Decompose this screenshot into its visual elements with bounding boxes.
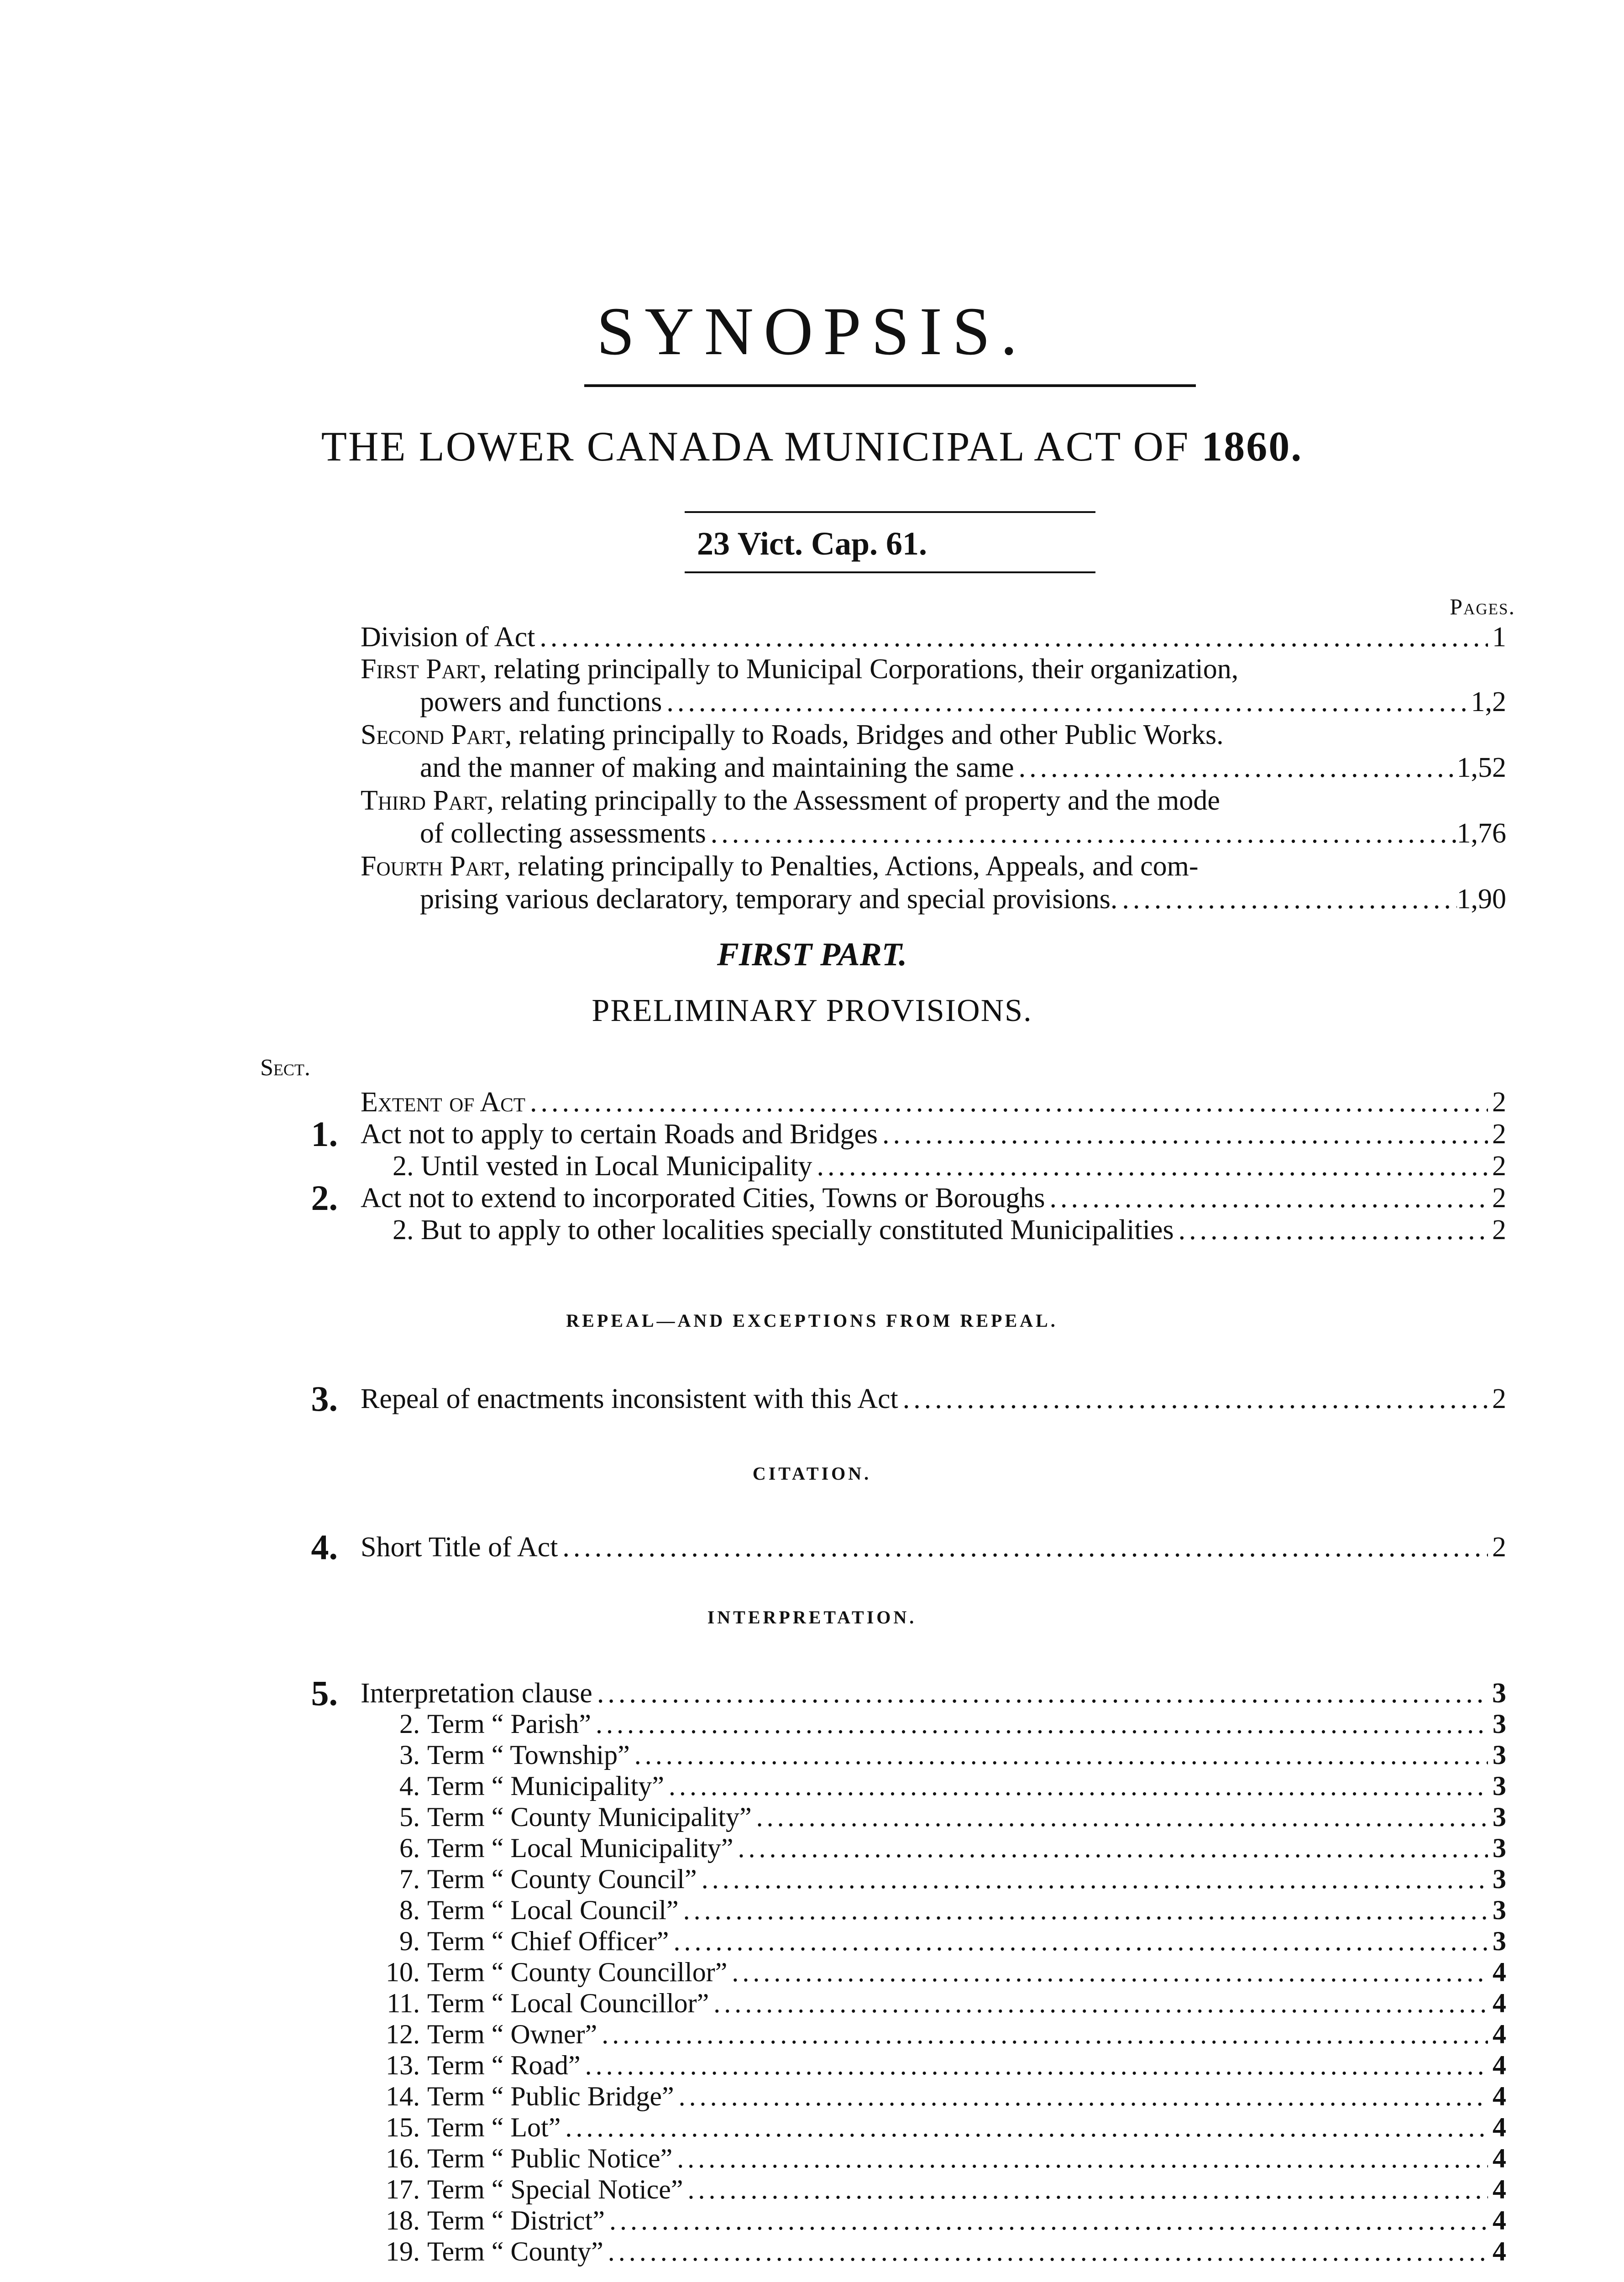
synopsis-text: relating principally to Roads, Bridges and other Public Works. bbox=[512, 719, 1224, 750]
page-number: 4 bbox=[1493, 1988, 1506, 2018]
page-number: 3 bbox=[1493, 1895, 1506, 1925]
term-row bbox=[365, 2019, 1506, 2050]
page-number: 2 bbox=[1492, 1383, 1506, 1414]
synopsis-text: relating principally to Penalties, Actions, Appeals, and com- bbox=[510, 851, 1199, 882]
term-number: 17. bbox=[386, 2174, 420, 2204]
term-text: Term “ Township” bbox=[427, 1740, 630, 1770]
page-number: 4 bbox=[1493, 1957, 1506, 1987]
synopsis-cont: and the manner of making and maintaining the same bbox=[420, 752, 1014, 783]
page-number: 2 bbox=[1492, 1214, 1506, 1246]
leader-dots bbox=[669, 1926, 1488, 1957]
page-number: 3 bbox=[1493, 1740, 1506, 1770]
leader-dots bbox=[1014, 751, 1457, 784]
section-text: Short Title of Act bbox=[361, 1532, 558, 1563]
part-label: Fourth Part, bbox=[361, 851, 511, 882]
synopsis-third-part bbox=[361, 784, 1511, 817]
leader-dots bbox=[630, 1739, 1488, 1771]
sect-column-label: Sect. bbox=[260, 1055, 310, 1081]
term-row bbox=[365, 1863, 1506, 1895]
leader-dots bbox=[662, 686, 1471, 718]
term-text: Term “ Public Bridge” bbox=[427, 2081, 674, 2111]
synopsis-text: Division of Act bbox=[361, 622, 535, 653]
page-number: 3 bbox=[1493, 1864, 1506, 1894]
section-2-sub-row bbox=[393, 1214, 1506, 1246]
section-1-sub-row bbox=[393, 1150, 1506, 1183]
leader-dots bbox=[679, 1895, 1488, 1926]
synopsis-third-part-cont bbox=[420, 817, 1506, 850]
page-number: 4 bbox=[1493, 2236, 1506, 2266]
page-number: 4 bbox=[1493, 2019, 1506, 2049]
chapter-rule-top bbox=[685, 511, 1095, 513]
term-text: Term “ Municipality” bbox=[427, 1771, 664, 1801]
part-label: Second Part, bbox=[361, 719, 512, 750]
repeal-heading: REPEAL—AND EXCEPTIONS FROM REPEAL. bbox=[566, 1310, 1058, 1331]
leader-dots bbox=[1045, 1182, 1488, 1214]
term-row bbox=[365, 1770, 1506, 1802]
section-5-row bbox=[361, 1677, 1506, 1710]
section-text: Repeal of enactments inconsistent with this Act bbox=[361, 1383, 898, 1414]
term-text: Term “ Road” bbox=[427, 2050, 581, 2080]
leader-dots bbox=[1174, 1214, 1488, 1246]
section-4-row bbox=[361, 1531, 1506, 1564]
term-row bbox=[365, 1895, 1506, 1926]
term-number: 15. bbox=[386, 2112, 420, 2142]
synopsis-cont: of collecting assessments bbox=[420, 818, 706, 849]
leader-dots bbox=[1117, 883, 1456, 916]
term-number: 2. bbox=[399, 1709, 420, 1739]
citation-heading: CITATION. bbox=[752, 1463, 872, 1484]
term-number: 13. bbox=[386, 2050, 420, 2080]
term-text: Term “ County Council” bbox=[427, 1864, 697, 1894]
term-number: 8. bbox=[399, 1895, 420, 1925]
title-rule bbox=[584, 384, 1196, 387]
extent-of-act-title: Extent of Act bbox=[361, 1087, 526, 1118]
extent-of-act-row bbox=[361, 1086, 1506, 1119]
term-row bbox=[365, 1708, 1506, 1740]
term-number: 19. bbox=[386, 2236, 420, 2266]
page-title: SYNOPSIS. bbox=[596, 293, 1028, 369]
term-row bbox=[365, 1801, 1506, 1833]
page-number: 4 bbox=[1493, 2174, 1506, 2204]
term-number: 16. bbox=[386, 2143, 420, 2173]
term-text: Term “ Local Municipality” bbox=[427, 1833, 733, 1863]
synopsis-first-part-cont bbox=[420, 686, 1506, 718]
term-text: Term “ Lot” bbox=[427, 2112, 561, 2142]
page-number: 2 bbox=[1492, 1087, 1506, 1118]
synopsis-fourth-part bbox=[361, 850, 1511, 883]
section-text: Act not to extend to incorporated Cities, Towns or Boroughs bbox=[361, 1183, 1045, 1214]
term-text: Term “ County Municipality” bbox=[427, 1802, 752, 1832]
page-number: 2 bbox=[1492, 1183, 1506, 1214]
leader-dots bbox=[597, 2019, 1488, 2050]
synopsis-division-row bbox=[361, 621, 1506, 654]
page-number: 1 bbox=[1492, 622, 1506, 653]
leader-dots bbox=[592, 1677, 1488, 1710]
leader-dots bbox=[878, 1118, 1488, 1151]
term-number: 9. bbox=[399, 1926, 420, 1956]
leader-dots bbox=[697, 1863, 1488, 1895]
page-number: 3 bbox=[1493, 1802, 1506, 1832]
section-2-row bbox=[361, 1182, 1506, 1214]
section-sub-text: 2. Until vested in Local Municipality bbox=[393, 1151, 812, 1182]
term-number: 14. bbox=[386, 2081, 420, 2111]
term-number: 10. bbox=[386, 1957, 420, 1987]
page-number: 4 bbox=[1493, 2143, 1506, 2173]
leader-dots bbox=[898, 1383, 1488, 1415]
term-text: Term “ Special Notice” bbox=[427, 2174, 683, 2204]
section-text: Interpretation clause bbox=[361, 1678, 592, 1709]
section-1-row bbox=[361, 1118, 1506, 1151]
section-3-row bbox=[361, 1383, 1506, 1415]
term-text: Term “ Owner” bbox=[427, 2019, 597, 2049]
section-sub-text: 2. But to apply to other localities specially constituted Municipalities bbox=[393, 1214, 1174, 1246]
term-row bbox=[365, 1988, 1506, 2019]
leader-dots bbox=[535, 621, 1488, 654]
section-number: 5. bbox=[311, 1673, 338, 1713]
term-number: 11. bbox=[387, 1988, 420, 2018]
section-number: 1. bbox=[311, 1114, 338, 1154]
term-text: Term “ County” bbox=[427, 2236, 603, 2266]
section-number: 4. bbox=[311, 1527, 338, 1567]
section-number: 2. bbox=[311, 1178, 338, 1218]
leader-dots bbox=[709, 1988, 1488, 2019]
term-row bbox=[365, 2236, 1506, 2267]
leader-dots bbox=[664, 1770, 1488, 1802]
term-row bbox=[365, 2081, 1506, 2112]
page-number: 3 bbox=[1493, 1926, 1506, 1956]
synopsis-second-part bbox=[361, 718, 1511, 751]
term-number: 7. bbox=[399, 1864, 420, 1894]
term-number: 6. bbox=[399, 1833, 420, 1863]
page-number: 3 bbox=[1493, 1771, 1506, 1801]
page-number: 4 bbox=[1493, 2112, 1506, 2142]
page-number: 1,52 bbox=[1456, 752, 1506, 783]
page-number: 4 bbox=[1493, 2205, 1506, 2235]
leader-dots bbox=[591, 1708, 1488, 1740]
synopsis-cont: powers and functions bbox=[420, 686, 662, 717]
page-number: 4 bbox=[1493, 2081, 1506, 2111]
leader-dots bbox=[727, 1957, 1488, 1988]
interpretation-heading: INTERPRETATION. bbox=[707, 1607, 917, 1628]
synopsis-text: relating principally to the Assessment of property and the mode bbox=[493, 785, 1220, 816]
term-text: Term “ County Councillor” bbox=[427, 1957, 728, 1987]
synopsis-second-part-cont bbox=[420, 751, 1506, 784]
term-text: Term “ Local Councillor” bbox=[427, 1988, 709, 2018]
first-part-heading: FIRST PART. bbox=[717, 936, 907, 973]
synopsis-fourth-part-cont bbox=[420, 883, 1506, 916]
term-row bbox=[365, 1957, 1506, 1988]
page-number: 2 bbox=[1492, 1532, 1506, 1563]
section-number: 3. bbox=[311, 1379, 338, 1418]
term-row bbox=[365, 2174, 1506, 2205]
leader-dots bbox=[561, 2112, 1488, 2143]
leader-dots bbox=[672, 2143, 1488, 2174]
page-number: 4 bbox=[1493, 2050, 1506, 2080]
term-text: Term “ District” bbox=[427, 2205, 605, 2235]
term-row bbox=[365, 2205, 1506, 2236]
term-number: 5. bbox=[399, 1802, 420, 1832]
term-number: 18. bbox=[386, 2205, 420, 2235]
term-number: 12. bbox=[386, 2019, 420, 2049]
leader-dots bbox=[706, 817, 1457, 850]
part-label: Third Part, bbox=[361, 785, 494, 816]
leader-dots bbox=[674, 2081, 1488, 2112]
preliminary-provisions-heading: PRELIMINARY PROVISIONS. bbox=[592, 993, 1032, 1028]
act-title bbox=[0, 422, 1624, 471]
page-number: 3 bbox=[1493, 1833, 1506, 1863]
term-row bbox=[365, 2112, 1506, 2143]
term-number: 3. bbox=[399, 1740, 420, 1770]
page-number: 1,90 bbox=[1456, 884, 1506, 915]
term-row bbox=[365, 2050, 1506, 2081]
leader-dots bbox=[605, 2205, 1488, 2236]
leader-dots bbox=[812, 1150, 1488, 1183]
term-number: 4. bbox=[399, 1771, 420, 1801]
page-number: 1,76 bbox=[1456, 818, 1506, 849]
term-text: Term “ Local Council” bbox=[427, 1895, 679, 1925]
synopsis-cont: prising various declaratory, temporary and special provisions. bbox=[420, 884, 1118, 915]
act-title-text: THE LOWER CANADA MUNICIPAL ACT OF bbox=[321, 423, 1202, 470]
leader-dots bbox=[558, 1531, 1488, 1564]
synopsis-first-part bbox=[361, 653, 1511, 686]
term-row bbox=[365, 2143, 1506, 2174]
term-row bbox=[365, 1739, 1506, 1771]
leader-dots bbox=[752, 1801, 1488, 1833]
chapter-rule-bottom bbox=[685, 571, 1095, 573]
act-title-year: 1860. bbox=[1201, 423, 1303, 470]
page-number: 1,2 bbox=[1471, 686, 1506, 717]
chapter-line: 23 Vict. Cap. 61. bbox=[697, 525, 927, 562]
leader-dots bbox=[525, 1086, 1488, 1119]
term-text: Term “ Parish” bbox=[427, 1709, 592, 1739]
leader-dots bbox=[733, 1832, 1488, 1864]
synopsis-text: relating principally to Municipal Corporations, their organization, bbox=[487, 654, 1239, 685]
page-number: 2 bbox=[1492, 1151, 1506, 1182]
page-number: 3 bbox=[1493, 1709, 1506, 1739]
leader-dots bbox=[683, 2174, 1488, 2205]
leader-dots bbox=[581, 2050, 1488, 2081]
part-label: First Part, bbox=[361, 654, 487, 685]
term-text: Term “ Public Notice” bbox=[427, 2143, 673, 2173]
pages-column-label: Pages. bbox=[1450, 594, 1515, 619]
page-number: 3 bbox=[1492, 1678, 1506, 1709]
page-number: 2 bbox=[1492, 1119, 1506, 1150]
term-text: Term “ Chief Officer” bbox=[427, 1926, 669, 1956]
term-row bbox=[365, 1926, 1506, 1957]
leader-dots bbox=[603, 2236, 1488, 2267]
term-row bbox=[365, 1832, 1506, 1864]
section-text: Act not to apply to certain Roads and Bridges bbox=[361, 1119, 878, 1150]
